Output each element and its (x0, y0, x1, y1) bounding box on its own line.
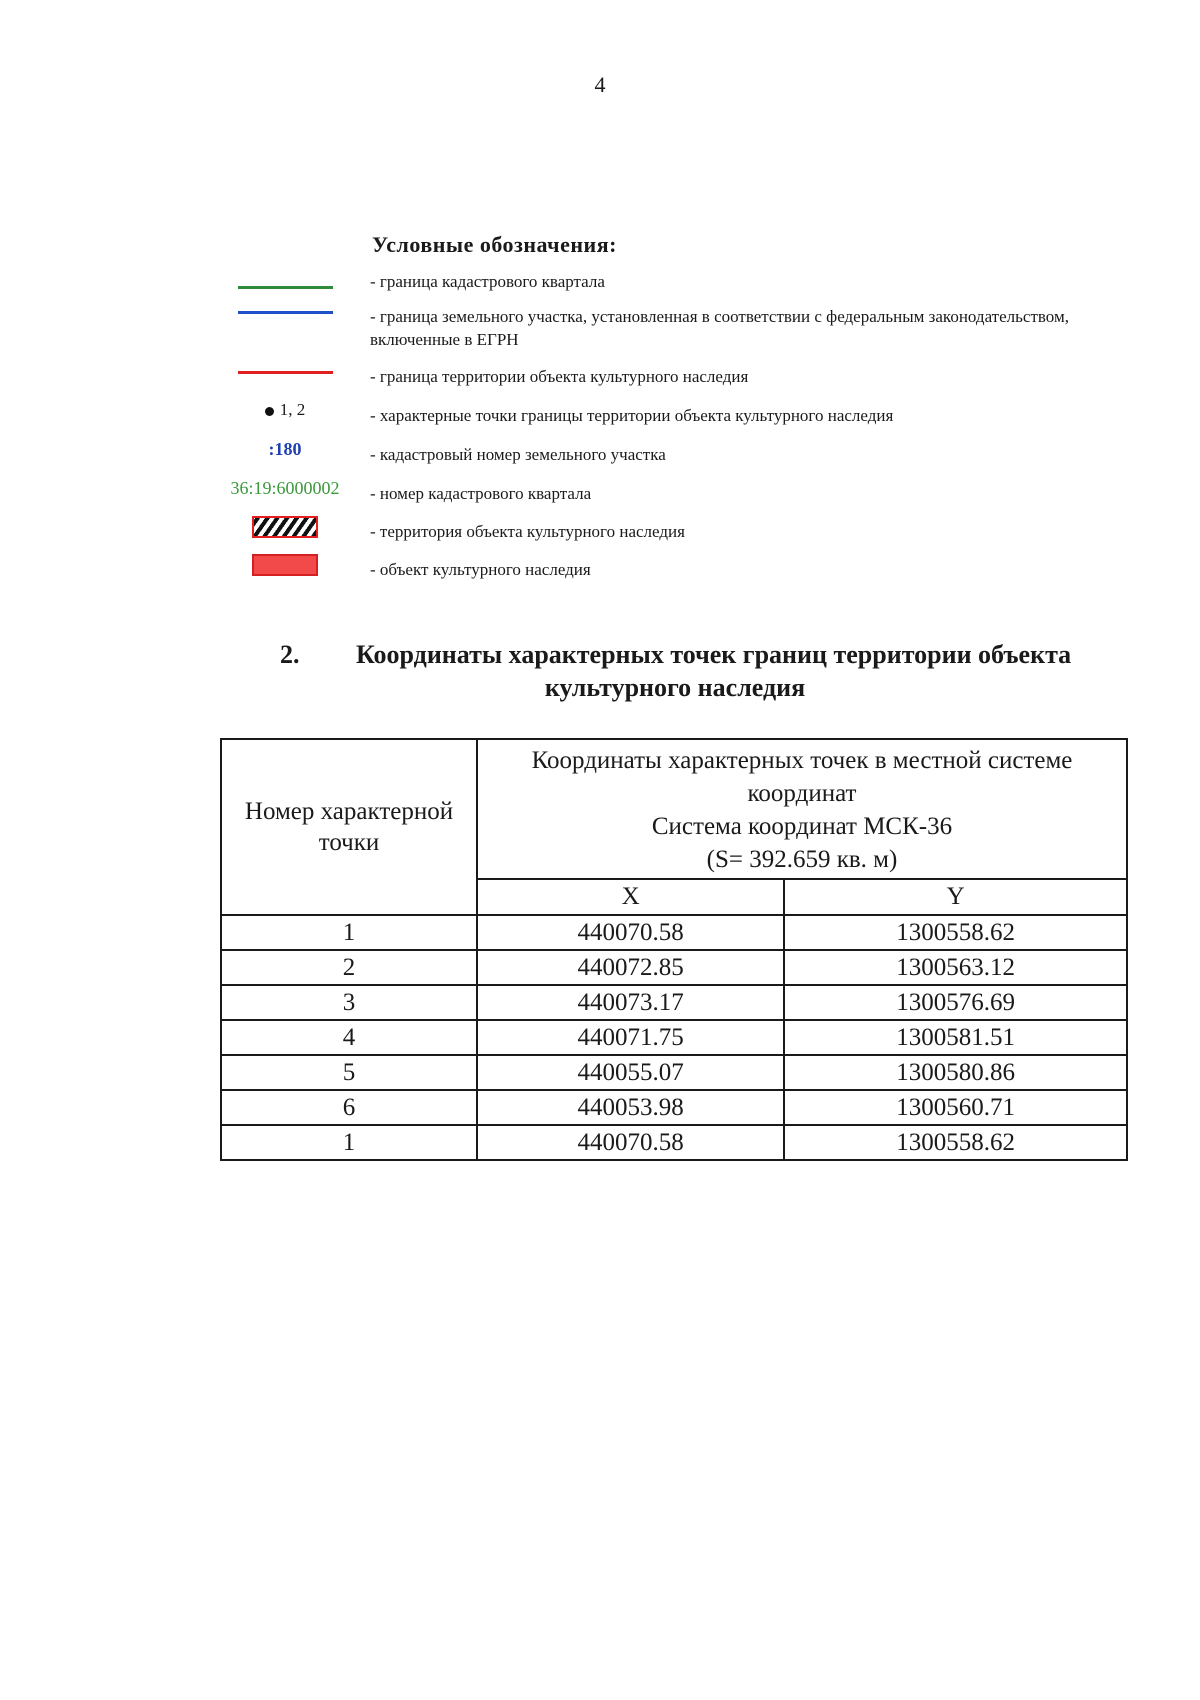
header-point-number: Номер характерной точки (221, 739, 477, 915)
cell-point: 1 (221, 1125, 477, 1160)
legend-text: - территория объекта культурного наследия (370, 522, 685, 541)
parcel-number-label: :180 (268, 439, 302, 459)
legend-text: - номер кадастрового квартала (370, 484, 592, 503)
section-number: 2. (280, 640, 300, 669)
coordinates-table (220, 738, 1128, 1161)
cell-y: 1300558.62 (784, 1125, 1127, 1160)
cell-y: 1300560.71 (784, 1090, 1127, 1125)
cell-point: 2 (221, 950, 477, 985)
cell-y: 1300563.12 (784, 950, 1127, 985)
cell-point: 3 (221, 985, 477, 1020)
red-fill-icon (252, 554, 318, 576)
legend-title: Условные обозначения: (372, 232, 617, 257)
header-system-line3: (S= 392.659 кв. м) (706, 846, 898, 873)
cell-x: 440055.07 (477, 1055, 784, 1090)
cell-y: 1300580.86 (784, 1055, 1127, 1090)
cell-y: 1300558.62 (784, 915, 1127, 950)
header-y: Y (784, 879, 1127, 915)
legend-text: - объект культурного наследия (370, 560, 591, 579)
table-row (221, 1055, 1127, 1090)
blue-line-symbol (238, 311, 333, 314)
cell-x: 440071.75 (477, 1020, 784, 1055)
header-coordinate-system (477, 739, 1127, 879)
green-line-symbol (238, 286, 333, 289)
legend-text: - кадастровый номер земельного участка (370, 445, 666, 464)
table-row (221, 1020, 1127, 1055)
cell-x: 440070.58 (477, 915, 784, 950)
point-dot-icon (265, 407, 274, 416)
cell-point: 5 (221, 1055, 477, 1090)
section-title-line1: Координаты характерных точек границ территории объекта (356, 640, 1072, 669)
table-row (221, 985, 1127, 1020)
section-title-line2: культурного наследия (544, 673, 806, 702)
cell-x: 440073.17 (477, 985, 784, 1020)
header-x: X (477, 879, 784, 915)
cell-x: 440072.85 (477, 950, 784, 985)
cell-point: 4 (221, 1020, 477, 1055)
table-row (221, 1090, 1127, 1125)
table-row (221, 915, 1127, 950)
cell-x: 440070.58 (477, 1125, 784, 1160)
points-label: 1, 2 (279, 400, 306, 419)
cell-y: 1300576.69 (784, 985, 1127, 1020)
cell-point: 6 (221, 1090, 477, 1125)
cell-x: 440053.98 (477, 1090, 784, 1125)
header-system-line2: Система координат МСК-36 (651, 813, 953, 840)
page-number: 4 (594, 72, 606, 97)
cell-point: 1 (221, 915, 477, 950)
legend-text: - характерные точки границы территории объекта культурного наследия (370, 406, 894, 425)
table-row (221, 950, 1127, 985)
red-line-symbol (238, 371, 333, 374)
hatch-pattern-icon (252, 516, 318, 538)
table-row (221, 1125, 1127, 1160)
quarter-number-label: 36:19:6000002 (230, 478, 340, 498)
cell-y: 1300581.51 (784, 1020, 1127, 1055)
legend-text: - граница территории объекта культурного наследия (370, 367, 749, 386)
legend-text: - граница кадастрового квартала (370, 272, 605, 291)
header-system-line1: Координаты характерных точек в местной системе координат (531, 747, 1073, 807)
legend-text: - граница земельного участка, установленная в соответствии с федеральным законодательством, включенные в ЕГРН (370, 307, 1069, 349)
